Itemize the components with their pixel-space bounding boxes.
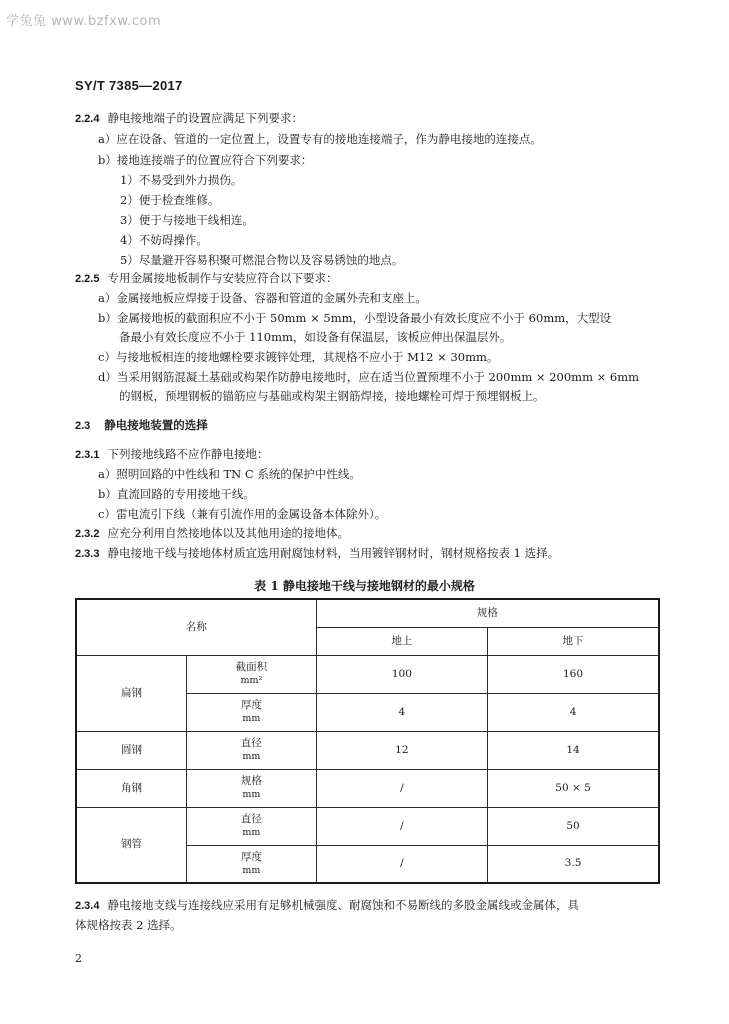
table-caption: 表 1 静电接地干线与接地钢材的最小规格 (254, 579, 475, 593)
clause-2-2-5 (75, 271, 337, 286)
list-item: a）应在设备、管道的一定位置上，设置专有的接地连接端子，作为静电接地的连接点。 (98, 132, 542, 146)
clause-number: 2.3.3 (75, 548, 100, 560)
header-spec: 规格 (316, 599, 659, 627)
section-title: 静电接地装置的选择 (104, 418, 208, 432)
param-label: 直径 (240, 737, 262, 749)
param-label: 规格 (240, 775, 262, 787)
clause-text: 静电接地端子的设置应满足下列要求： (107, 111, 303, 125)
section-2-3 (75, 418, 208, 433)
value-below: 50 × 5 (488, 769, 659, 807)
clause-text: 静电接地干线与接地体材质宜选用耐腐蚀材料，当用镀锌钢材时，钢材规格按表 1 选择。 (107, 546, 560, 560)
clause-number: 2.2.4 (75, 113, 100, 125)
table-row (76, 731, 659, 769)
list-item: b）金属接地板的截面积应不小于 50mm × 5mm，小型设备最小有效长度应不小于 60mm，大型设 (98, 311, 612, 325)
param-unit: mm (242, 751, 261, 762)
param-label: 厚度 (240, 850, 262, 863)
list-item: d）当采用钢筋混凝土基础或构架作防静电接地时，应在适当位置预埋不小于 200mm × 200mm × 6mm (98, 370, 640, 384)
list-item: 4）不妨碍操作。 (120, 233, 208, 247)
value-above: / (316, 807, 487, 845)
table-row (76, 807, 659, 845)
table-row (76, 769, 659, 807)
list-item: c）雷电流引下线（兼有引流作用的金属设备本体除外）。 (98, 507, 387, 521)
list-item: b）接地连接端子的位置应符合下列要求： (98, 153, 313, 167)
param-label: 直径 (240, 813, 262, 825)
clause-text: 专用金属接地板制作与安装应符合以下要求： (107, 271, 338, 285)
param-unit: mm (242, 827, 261, 838)
list-item: a）金属接地板应焊接于设备、容器和管道的金属外壳和支座上。 (98, 291, 427, 305)
list-item: b）直流回路的专用接地干线。 (98, 487, 255, 501)
param-unit: mm (242, 713, 261, 724)
value-below: 4 (488, 693, 659, 731)
clause-2-2-4 (75, 111, 303, 126)
clause-continuation: 体规格按表 2 选择。 (75, 918, 182, 932)
list-item: c）与接地板相连的接地螺栓要求镀锌处理，其规格不应小于 M12 × 30mm。 (98, 350, 499, 364)
value-below: 160 (488, 655, 659, 693)
param-unit: mm (242, 864, 261, 876)
page-number: 2 (75, 952, 82, 965)
param-label: 厚度 (240, 699, 262, 711)
value-above: 12 (316, 731, 487, 769)
param-cell (187, 769, 317, 807)
param-label: 截面积 (235, 661, 268, 673)
list-item-continuation: 备最小有效长度应不小于 110mm，如设备有保温层，该板应伸出保温层外。 (119, 330, 512, 344)
clause-2-3-3 (75, 546, 559, 561)
clause-2-3-4 (75, 898, 579, 913)
value-above: / (316, 769, 487, 807)
list-item: a）照明回路的中性线和 TN C 系统的保护中性线。 (98, 467, 361, 481)
material-name: 角钢 (76, 769, 187, 807)
param-cell (187, 845, 317, 883)
value-above: / (316, 845, 487, 883)
param-unit: mm (242, 789, 261, 800)
material-name: 圆钢 (76, 731, 187, 769)
material-name: 钢管 (76, 807, 187, 883)
header-below-ground: 地下 (488, 627, 659, 655)
clause-number: 2.3.1 (75, 449, 100, 461)
param-unit: mm² (240, 675, 263, 686)
header-name: 名称 (76, 599, 316, 655)
param-cell (187, 807, 317, 845)
standard-header: SY/T 7385—2017 (75, 78, 183, 93)
clause-2-3-2 (75, 526, 349, 541)
value-above: 4 (316, 693, 487, 731)
clause-text: 下列接地线路不应作静电接地： (107, 447, 269, 461)
param-cell (187, 655, 317, 693)
list-item-continuation: 的钢板，预埋钢板的锚筋应与基础或构架主钢筋焊接，接地螺栓可焊于预埋钢板上。 (119, 389, 545, 403)
clause-text: 应充分利用自然接地体以及其他用途的接地体。 (107, 526, 349, 540)
value-below: 14 (488, 731, 659, 769)
watermark: 学兔兔 www.bzfxw.com (6, 14, 162, 29)
section-number: 2.3 (75, 420, 91, 432)
clause-2-3-1 (75, 447, 268, 462)
clause-number: 2.2.5 (75, 273, 100, 285)
header-above-ground: 地上 (316, 627, 487, 655)
param-cell (187, 693, 317, 731)
list-item: 2）便于检查维修。 (120, 193, 220, 207)
material-name: 扁钢 (76, 655, 187, 731)
value-above: 100 (316, 655, 487, 693)
clause-number: 2.3.2 (75, 528, 100, 540)
list-item: 5）尽量避开容易积聚可燃混合物以及容易锈蚀的地点。 (120, 253, 404, 267)
param-cell (187, 731, 317, 769)
clause-text: 静电接地支线与连接线应采用有足够机械强度、耐腐蚀和不易断线的多股金属线或金属体，具 (107, 898, 579, 912)
spec-table (75, 598, 660, 884)
clause-number: 2.3.4 (75, 900, 100, 912)
table-row (76, 655, 659, 693)
list-item: 1）不易受到外力损伤。 (120, 173, 243, 187)
value-below: 3.5 (488, 845, 659, 883)
value-below: 50 (488, 807, 659, 845)
list-item: 3）便于与接地干线相连。 (120, 213, 254, 227)
